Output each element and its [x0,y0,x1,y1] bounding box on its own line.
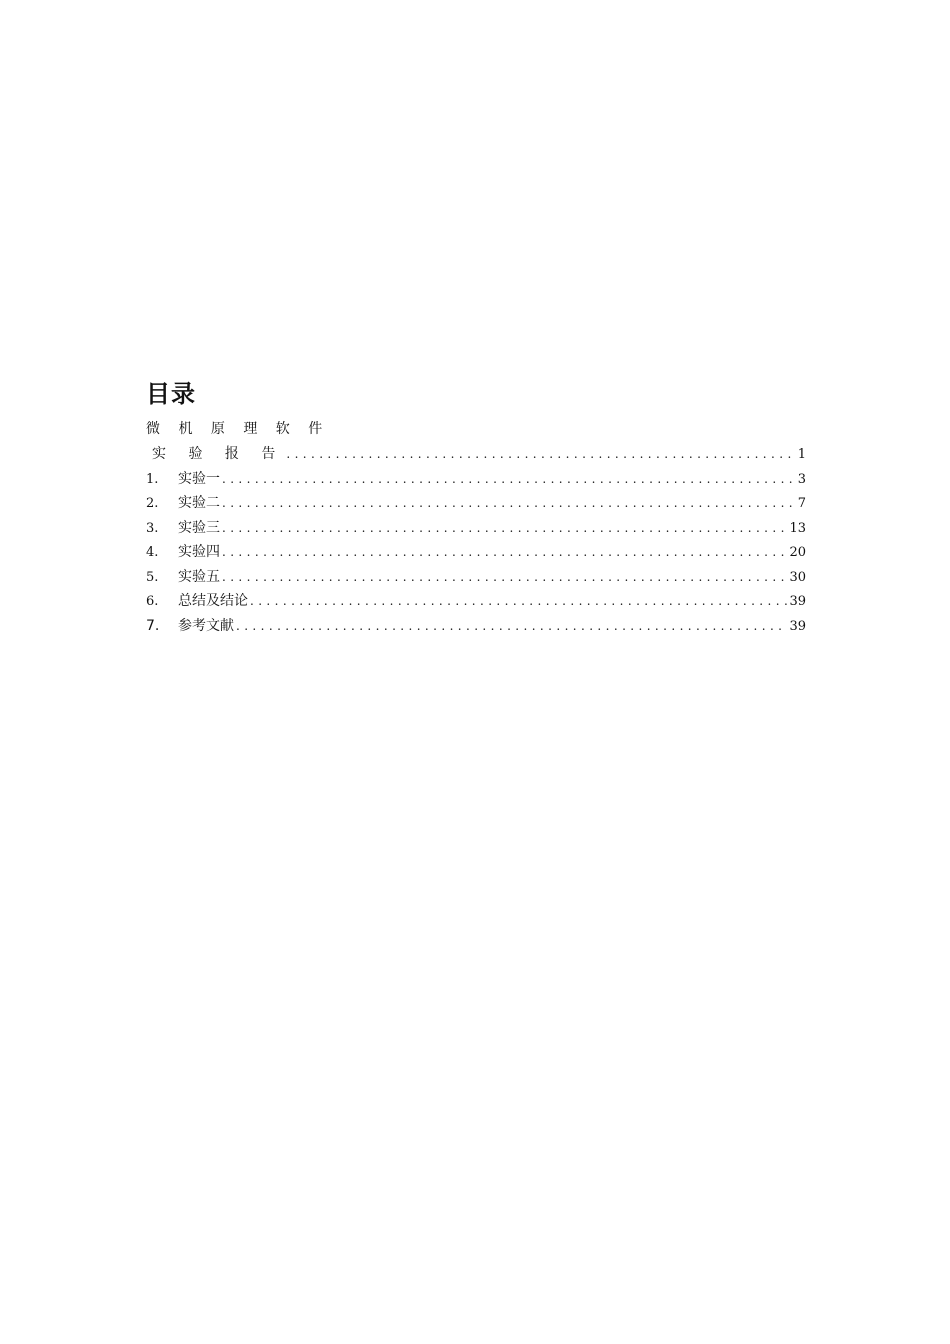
toc-entry-label: 实验三 [178,519,220,536]
toc-entry-label: 实验二 [178,495,220,511]
toc-entry-page: 20 [789,545,806,560]
toc-entry-number: 6. [146,594,159,609]
toc-entry-page: 13 [789,520,806,536]
toc-entry-number: 7. [146,617,160,634]
toc-entry-label: 参考文献 [178,617,234,634]
toc-entry-7[interactable] [146,614,806,639]
toc-heading: 目录 [146,380,196,408]
toc-entry-1[interactable] [146,467,806,492]
toc-entry-number: 4. [146,545,159,560]
toc-entry-page: 1 [797,447,806,462]
doc-title-line: 微 机 原 理 软 件 [146,421,330,437]
toc-entry-report[interactable] [146,442,806,467]
toc-entry-5[interactable] [146,565,806,590]
toc-entry-label: 总结及结论 [178,593,248,609]
toc-leader-dots [222,491,796,516]
toc-entry-6[interactable] [146,589,806,614]
toc-leader-dots [286,442,795,467]
toc-entry-number: 1. [146,471,159,487]
toc-leader-dots [222,516,787,541]
toc-entry-page: 7 [797,496,806,511]
toc-leader-dots [250,589,787,614]
toc-entry-label: 实验五 [178,568,220,585]
toc-entry-label: 实验一 [178,470,220,487]
toc-entry-4[interactable] [146,540,806,565]
toc-entry-label: 实 验 报 告 [152,446,285,462]
toc-leader-dots [222,540,787,565]
toc-leader-dots [236,614,787,639]
toc-entry-page: 30 [789,569,806,585]
toc-entry-label: 实验四 [178,544,220,560]
toc-leader-dots [222,565,787,590]
toc-entry-page: 39 [789,594,806,609]
toc-entry-page: 39 [789,618,806,634]
table-of-contents [146,378,806,638]
toc-leader-dots [222,467,796,492]
toc-entry-3[interactable] [146,516,806,541]
toc-entry-page: 3 [797,471,806,487]
toc-entry-number: 2. [146,496,159,511]
toc-entry-number: 3. [146,520,159,536]
toc-entry-2[interactable] [146,491,806,516]
toc-entry-number: 5. [146,569,159,585]
